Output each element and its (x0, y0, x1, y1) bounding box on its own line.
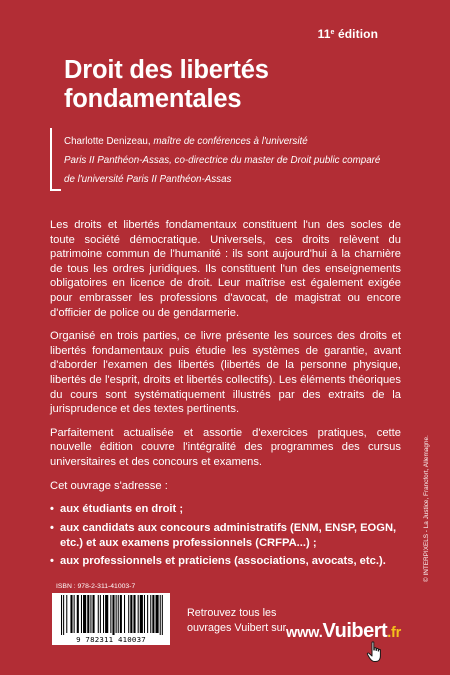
audience-item-students: • aux étudiants en droit ; (50, 502, 410, 517)
site-prefix: www. (286, 625, 323, 641)
description-paragraph-3: Parfaitement actualisée et assortie d'exercices pratiques, cette nouvelle édition couvre l'intégralité des programmes des cursus universitaires et des concours et examens. (50, 426, 401, 468)
barcode-bar (118, 595, 119, 633)
promo-text (187, 606, 286, 635)
barcode-bar (150, 595, 151, 633)
barcode-bar (87, 595, 89, 633)
promo-line-2: ouvrages Vuibert sur (187, 621, 287, 634)
description (50, 218, 401, 479)
barcode-bar (98, 595, 99, 633)
barcode-bar (93, 595, 95, 633)
barcode-bar (140, 595, 143, 633)
barcode-bar (103, 595, 104, 633)
barcode (52, 593, 170, 645)
barcode-bar (160, 595, 161, 635)
author-role-3: de l'université Paris II Panthéon-Assas (64, 174, 232, 185)
barcode-bar (83, 595, 86, 633)
barcode-bar (116, 595, 117, 633)
barcode-bar (147, 595, 148, 633)
description-paragraph-2: Organisé en trois parties, ce livre présente les sources des droits et libertés fondamentaux puis étudie les systèmes de garantie, avant d'aborder l'examen des libertés (libertés de la personne physique, libertés de l'esprit, droits et libertés collectifs). Les éléments théoriques du cours sont systématiquement illustrés par des extraits de la jurisprudence et des textes pertinents. (50, 330, 401, 416)
corner-bracket-vertical (50, 128, 52, 191)
barcode-bar (120, 595, 122, 633)
barcode-bar (77, 595, 79, 633)
author-role-1: maître de conférences à l'université (153, 136, 308, 147)
barcode-digits: 9 782311 410037 (76, 635, 146, 644)
barcode-bar (112, 595, 114, 635)
vuibert-website-link[interactable] (286, 620, 401, 643)
title-line-2: fondamentales (64, 85, 242, 113)
barcode-area (52, 583, 172, 643)
barcode-bar (130, 595, 132, 633)
barcode-bar (70, 595, 72, 633)
barcode-bar (144, 595, 145, 633)
pointer-hand-icon (366, 641, 384, 663)
barcode-bar (66, 595, 67, 633)
barcode-bar (74, 595, 75, 633)
audience-item-candidates: • aux candidats aux concours administratifs (ENM, ENSP, EOGN, etc.) et aux examens professionnels (CRFPA...) ; (50, 521, 410, 551)
barcode-bar (90, 595, 91, 633)
promo-line-1: Retrouvez tous les (187, 607, 277, 619)
corner-bracket-horizontal (50, 189, 61, 191)
photo-credit: © INTERPIXELS - La Justice, Francfort, Allemagne. (423, 435, 430, 582)
author-name: Charlotte Denizeau, (64, 136, 151, 147)
audience-list (50, 502, 410, 573)
barcode-bar (61, 595, 62, 635)
barcode-bar (105, 595, 108, 633)
edition-word: édition (337, 27, 378, 41)
edition-number: 11 (317, 27, 331, 41)
barcode-bar (128, 595, 129, 633)
barcode-bar (156, 595, 159, 633)
barcode-bar (110, 595, 111, 633)
author-line-1 (64, 132, 424, 151)
barcode-bar (100, 595, 101, 633)
isbn-label: ISBN : 978-2-311-41003-7 (56, 583, 136, 590)
author-block (64, 132, 424, 189)
title-line-1: Droit des libertés (64, 56, 269, 84)
barcode-bar (162, 595, 163, 635)
barcode-bar (63, 595, 64, 635)
edition-label (318, 27, 378, 41)
barcode-bars (52, 595, 170, 635)
audience-intro: Cet ouvrage s'adresse : (50, 480, 168, 492)
site-tld: .fr (387, 625, 402, 641)
barcode-bar (81, 595, 82, 633)
site-brand: Vuibert (322, 620, 388, 642)
barcode-bar (133, 595, 135, 633)
author-role-2: Paris II Panthéon-Assas, co-directrice du master de Droit public comparé (64, 155, 381, 166)
barcode-bar (138, 595, 139, 633)
description-paragraph-1: Les droits et libertés fondamentaux constituent l'un des socles de toute société démocratique. Universels, ces droits relèvent du patrimoine commun de l'humanité : ils sont aujourd'hui à la charnière de tous les ordres juridiques. Ils constituent l'un des enseignements obligatoires en licence de droit. Leur maîtrise est également exigée pour embrasser les professions d'avocat, de magistrat ou encore d'officier de police ou de gendarmerie. (50, 219, 401, 319)
edition-sup: e (330, 29, 335, 36)
barcode-bar (152, 595, 154, 633)
book-title (64, 56, 394, 114)
barcode-bar (124, 595, 125, 633)
audience-item-professionals: • aux professionnels et praticiens (associations, avocats, etc.). (50, 554, 410, 569)
